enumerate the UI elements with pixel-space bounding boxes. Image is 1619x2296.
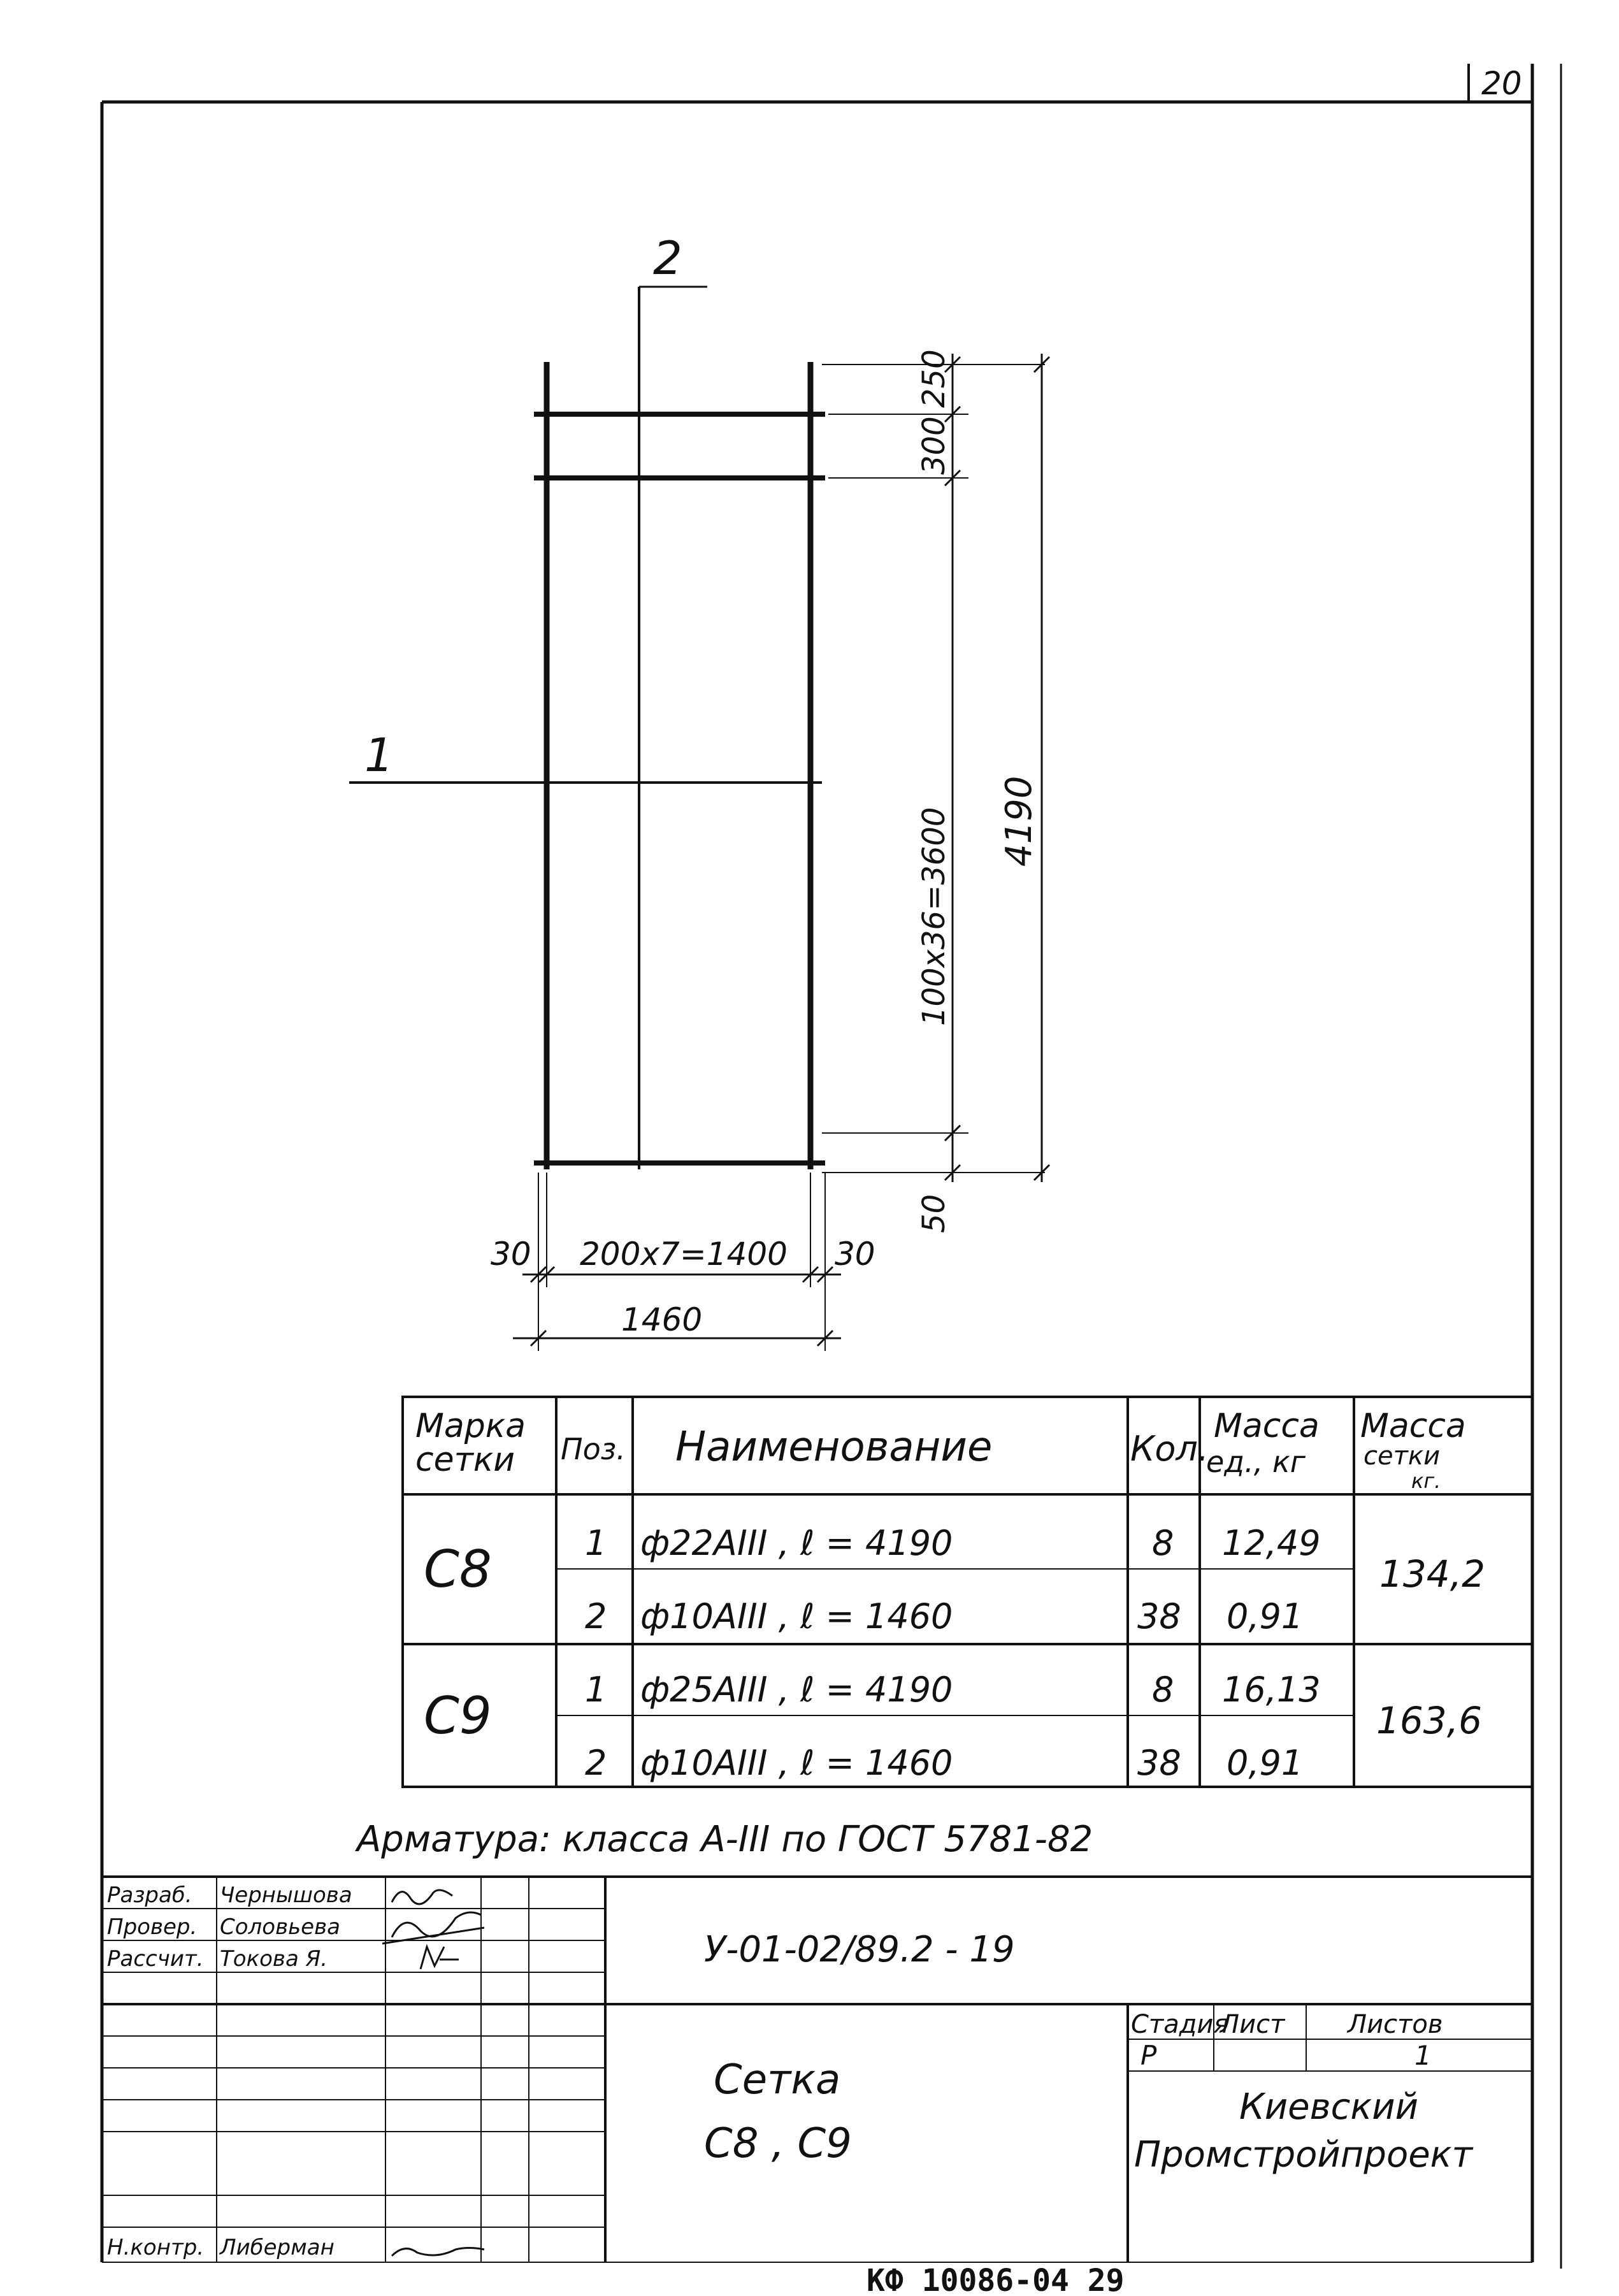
c8-qty-2: 38 — [1137, 1596, 1181, 1636]
header-pos: Поз. — [561, 1432, 626, 1466]
section-2-label: 2 — [653, 231, 682, 285]
dim-top-250: 250 — [916, 349, 952, 408]
reinforcement-note: Арматура: класса А-III по ГОСТ 5781-82 — [357, 1819, 1093, 1860]
footer-code: КФ 10086-04 29 — [867, 2263, 1125, 2296]
dim-right-30: 30 — [835, 1236, 875, 1273]
c8-unit-mass-2: 0,91 — [1227, 1596, 1304, 1636]
mark-c8: С8 — [424, 1540, 492, 1599]
c8-unit-mass-1: 12,49 — [1222, 1523, 1321, 1563]
c8-qty-1: 8 — [1152, 1523, 1174, 1563]
c9-qty-2: 38 — [1137, 1743, 1181, 1783]
c9-name-1: ф25АIII , ℓ = 4190 — [640, 1670, 953, 1710]
c9-qty-1: 8 — [1152, 1670, 1174, 1710]
organization-line-1: Киевский — [1239, 2086, 1419, 2128]
role-calculator: Рассчит. — [107, 1946, 204, 1972]
c8-net-mass: 134,2 — [1379, 1552, 1486, 1596]
header-net-mass-3: кг. — [1411, 1469, 1441, 1493]
mesh-drawing — [349, 231, 1049, 1351]
c9-pos-2: 2 — [585, 1743, 607, 1783]
name-checker: Соловьева — [220, 1914, 340, 1940]
name-developer: Чернышова — [220, 1882, 352, 1908]
organization-line-2: Промстройпроект — [1134, 2134, 1473, 2176]
stage-value: Р — [1140, 2040, 1157, 2071]
dim-total-width: 1460 — [621, 1301, 703, 1338]
title-line-1: Сетка — [714, 2056, 841, 2104]
role-checker: Провер. — [107, 1914, 198, 1940]
role-developer: Разраб. — [107, 1882, 192, 1908]
header-name: Наименование — [675, 1424, 993, 1471]
dim-middle: 100x36=3600 — [916, 807, 952, 1026]
dim-overall: 4190 — [998, 776, 1040, 867]
role-norm-control: Н.контр. — [107, 2235, 205, 2260]
header-unit-mass-2: ед., кг — [1206, 1445, 1306, 1479]
title-line-2: С8 , С9 — [704, 2120, 852, 2167]
name-norm-control: Либерман — [220, 2235, 335, 2260]
section-1-label: 1 — [364, 728, 394, 782]
spec-table — [403, 1397, 1532, 1787]
c9-name-2: ф10АIII , ℓ = 1460 — [640, 1743, 953, 1783]
header-mark-1: Марка — [415, 1407, 526, 1445]
sheets-header: Листов — [1348, 2010, 1443, 2039]
dim-center-span: 200x7=1400 — [580, 1236, 788, 1273]
c8-name-1: ф22АIII , ℓ = 4190 — [640, 1523, 953, 1563]
header-qty: Кол. — [1130, 1429, 1209, 1469]
c8-pos-2: 2 — [585, 1596, 607, 1636]
c9-unit-mass-1: 16,13 — [1222, 1670, 1321, 1710]
mark-c9: С9 — [424, 1686, 492, 1745]
c8-name-2: ф10АIII , ℓ = 1460 — [640, 1596, 953, 1636]
header-mark-2: сетки — [415, 1441, 515, 1479]
document-code: У-01-02/89.2 - 19 — [704, 1929, 1015, 1970]
sheets-value: 1 — [1414, 2040, 1432, 2071]
header-net-mass-2: сетки — [1364, 1441, 1441, 1471]
sheet-corner-number: 20 — [1481, 65, 1522, 102]
dim-bottom-50: 50 — [916, 1194, 952, 1233]
header-unit-mass-1: Масса — [1214, 1407, 1320, 1445]
c9-unit-mass-2: 0,91 — [1227, 1743, 1304, 1783]
c9-pos-1: 1 — [585, 1670, 607, 1710]
c8-pos-1: 1 — [585, 1523, 607, 1563]
stage-header: Стадия — [1131, 2010, 1229, 2039]
dim-top-300: 300 — [916, 416, 952, 475]
c9-net-mass: 163,6 — [1376, 1699, 1483, 1742]
sheet-header: Лист — [1220, 2010, 1285, 2039]
title-block — [102, 1877, 1532, 2262]
signatures — [382, 1890, 484, 2256]
header-net-mass-1: Масса — [1360, 1407, 1466, 1445]
name-calculator: Токова Я. — [220, 1946, 328, 1972]
dim-left-30: 30 — [491, 1236, 531, 1273]
